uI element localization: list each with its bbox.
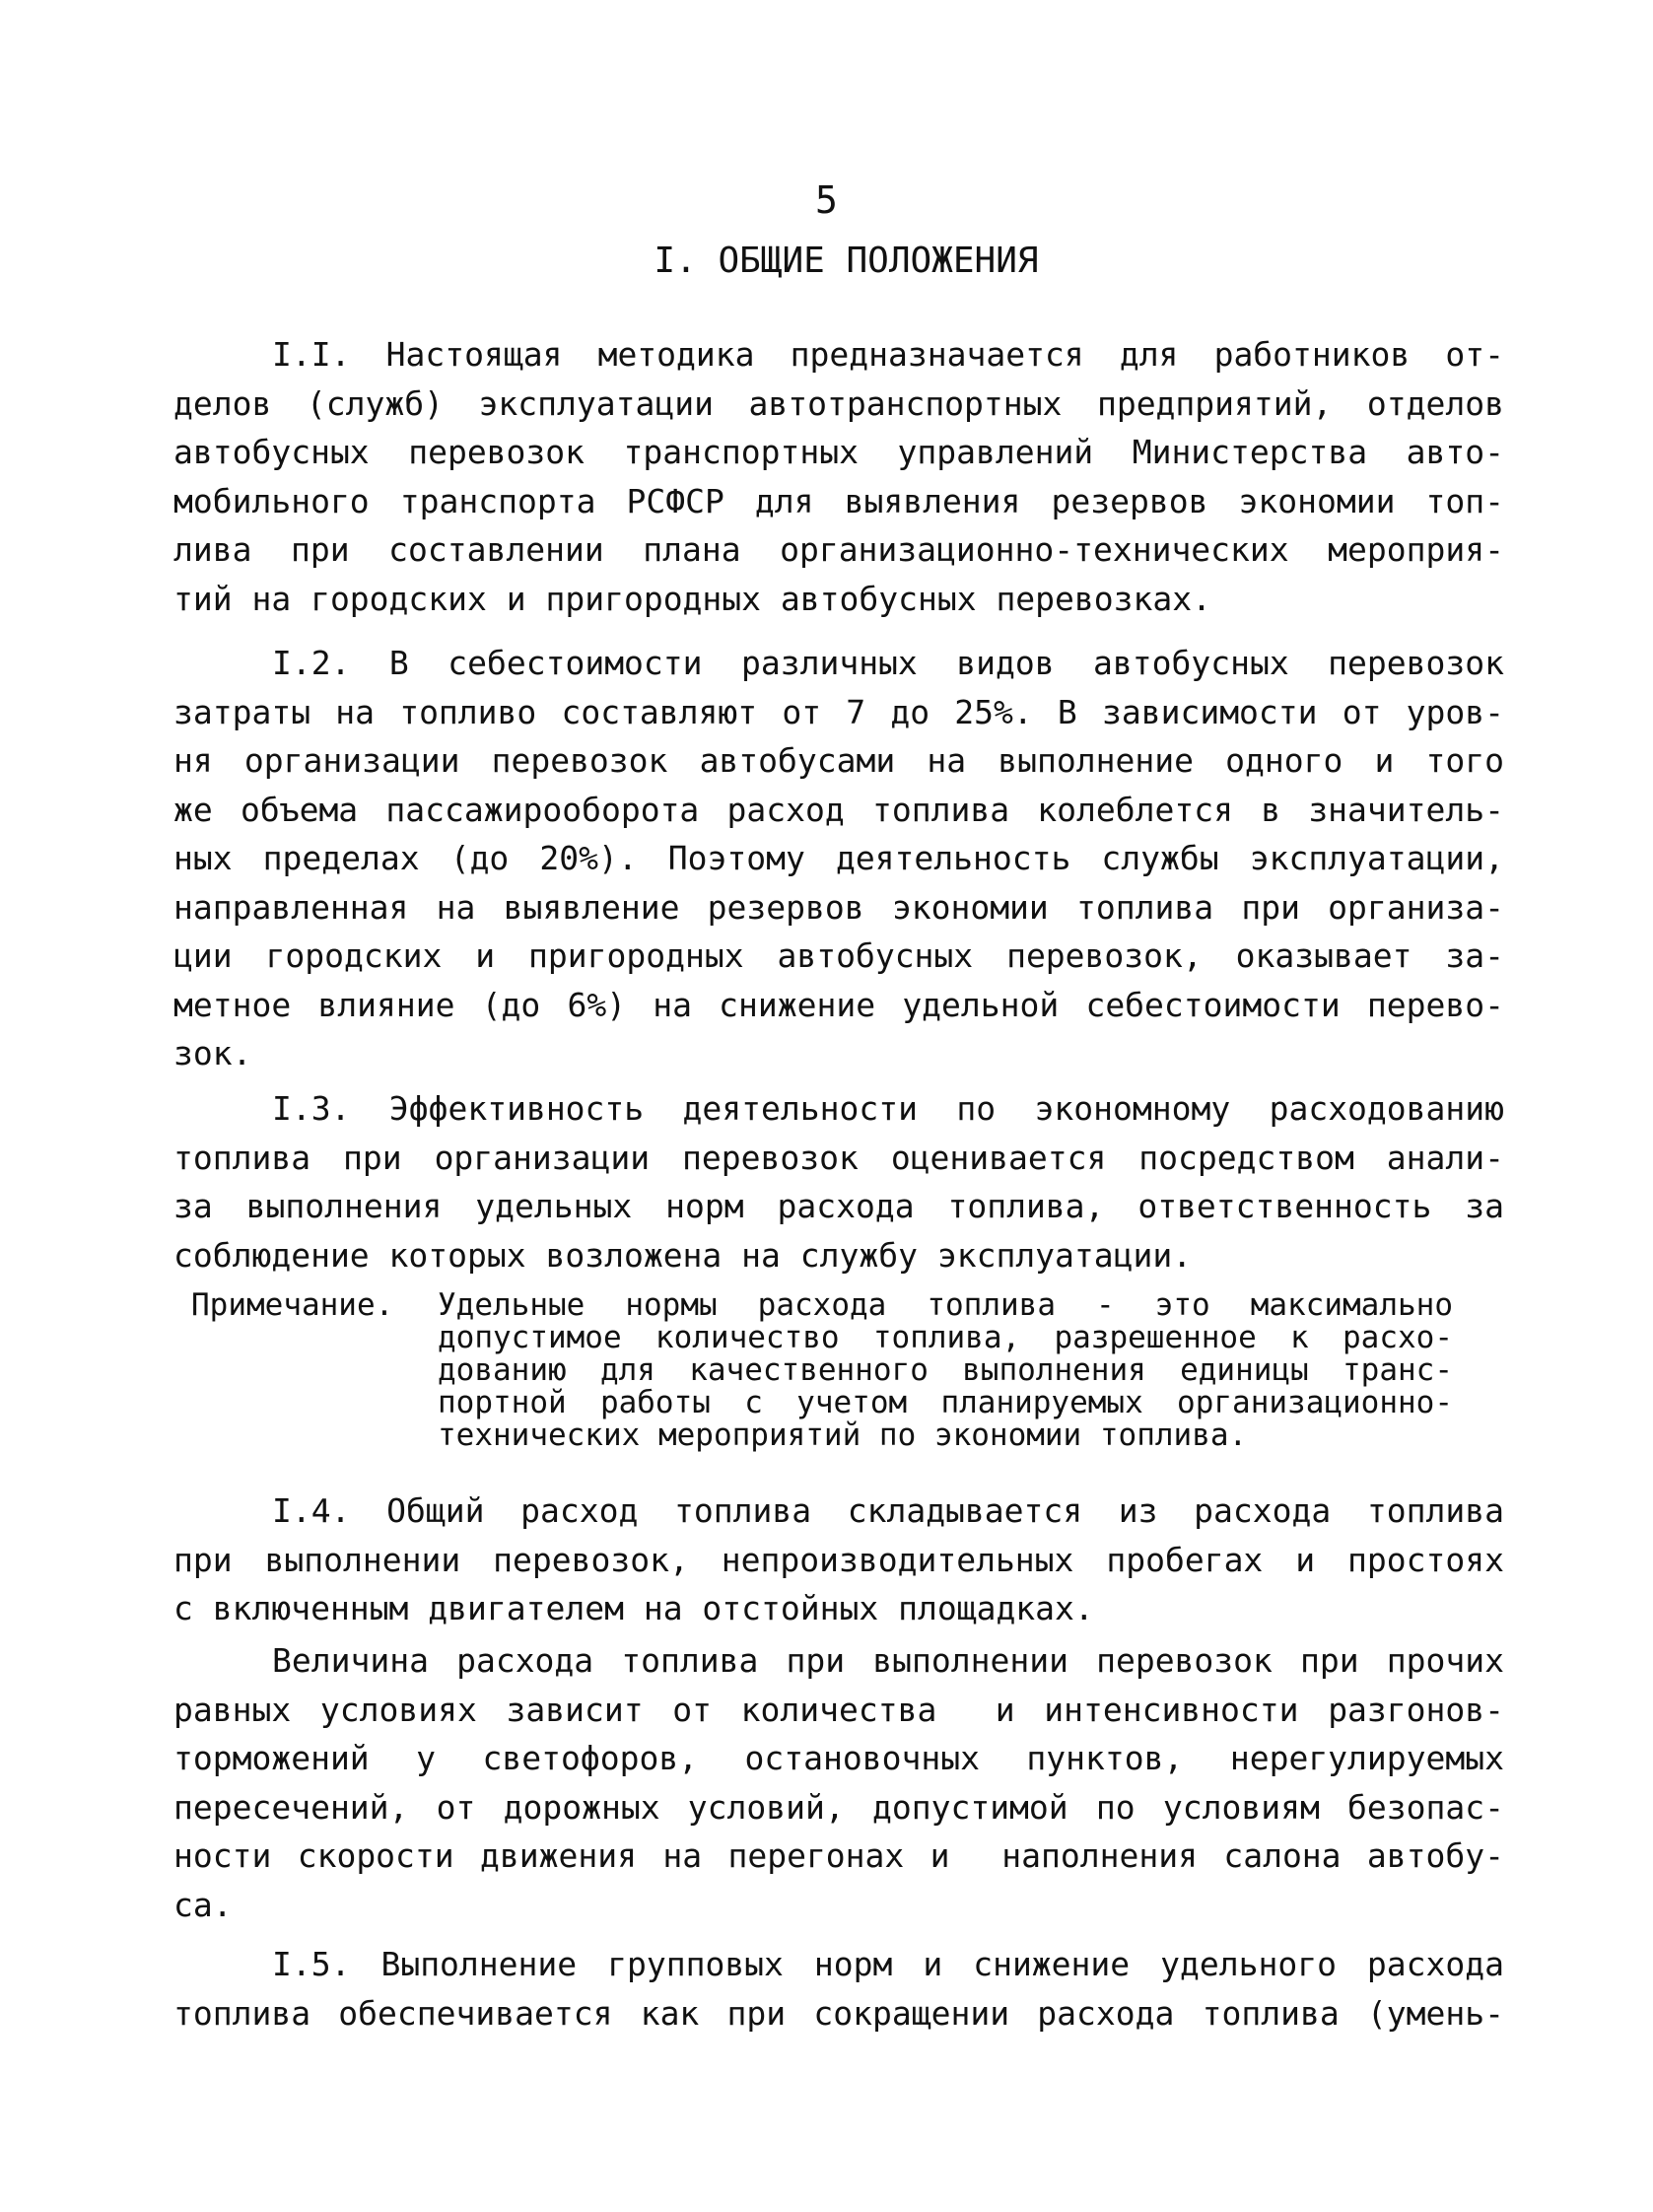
paragraph-line: топлива обеспечивается как при сокращении расхода топлива (умень- bbox=[173, 1993, 1504, 2033]
paragraph-line: автобусных перевозок транспортных управлений Министерства авто- bbox=[173, 433, 1504, 471]
paragraph-line: лива при составлении плана организационно-технических мероприя- bbox=[173, 530, 1504, 569]
paragraph-line: направленная на выявление резервов экономии топлива при организа- bbox=[173, 887, 1504, 927]
paragraph-line: топлива при организации перевозок оценивается посредством анали- bbox=[173, 1138, 1504, 1177]
paragraph-line: за выполнения удельных норм расхода топлива, ответственность за bbox=[173, 1187, 1504, 1225]
note-line: технических мероприятий по экономии топлива. bbox=[438, 1417, 1248, 1453]
note-text bbox=[438, 1289, 1453, 1452]
note-label: Примечание. bbox=[191, 1287, 394, 1323]
note-line: портной работы с учетом планируемых организационно- bbox=[438, 1385, 1453, 1420]
paragraph-line: торможений у светофоров, остановочных пунктов, нерегулируемых bbox=[173, 1739, 1504, 1777]
paragraph-line: с включенным двигателем на отстойных площадках. bbox=[173, 1589, 1094, 1627]
paragraph-1-2 bbox=[173, 639, 1504, 1078]
section-title: I. ОБЩИЕ ПОЛОЖЕНИЯ bbox=[654, 241, 1039, 281]
paragraph-line: I.5. Выполнение групповых норм и снижение удельного расхода bbox=[272, 1945, 1504, 1983]
paragraph-line: I.3. Эффективность деятельности по экономному расходованию bbox=[272, 1089, 1504, 1128]
paragraph-1-1 bbox=[173, 330, 1504, 623]
note-line: дованию для качественного выполнения единицы транс- bbox=[438, 1352, 1453, 1388]
paragraph-line: же объема пассажирооборота расход топлива колеблется в значитель- bbox=[173, 790, 1504, 829]
paragraph-line: пересечений, от дорожных условий, допустимой по условиям безопас- bbox=[173, 1787, 1504, 1827]
paragraph-1-3 bbox=[173, 1084, 1504, 1279]
paragraph-line: тий на городских и пригородных автобусных перевозках. bbox=[173, 579, 1211, 618]
paragraph-line: при выполнении перевозок, непроизводительных пробегах и простоях bbox=[173, 1540, 1504, 1579]
note-line: допустимое количество топлива, разрешенное к расхо- bbox=[438, 1320, 1453, 1355]
paragraph-line: метное влияние (до 6%) на снижение удельной себестоимости перево- bbox=[173, 985, 1504, 1024]
paragraph-line: делов (служб) эксплуатации автотранспортных предприятий, отделов bbox=[173, 383, 1504, 423]
paragraph-1-5 bbox=[173, 1940, 1504, 2038]
paragraph-line: Величина расхода топлива при выполнении перевозок при прочих bbox=[272, 1641, 1504, 1680]
paragraph-line: са. bbox=[173, 1885, 233, 1924]
paragraph-line: затраты на топливо составляют от 7 до 25%. В зависимости от уров- bbox=[173, 692, 1504, 731]
paragraph-1-4 bbox=[173, 1486, 1504, 1633]
paragraph-line: ции городских и пригородных автобусных перевозок, оказывает за- bbox=[173, 936, 1504, 975]
paragraph-line: соблюдение которых возложена на службу эксплуатации. bbox=[173, 1235, 1193, 1275]
paragraph-line: зок. bbox=[173, 1034, 252, 1072]
paragraph-line: равных условиях зависит от количества и интенсивности разгонов- bbox=[173, 1690, 1504, 1729]
note-line: Удельные нормы расхода топлива - это максимально bbox=[438, 1287, 1453, 1323]
paragraph-line: I.4. Общий расход топлива складывается из расхода топлива bbox=[272, 1491, 1504, 1530]
paragraph-line: мобильного транспорта РСФСР для выявления резервов экономии топ- bbox=[173, 481, 1504, 520]
paragraph-line: I.I. Настоящая методика предназначается для работников от- bbox=[272, 335, 1504, 374]
paragraph-line: I.2. В себестоимости различных видов автобусных перевозок bbox=[272, 644, 1504, 682]
paragraph-line: ных пределах (до 20%). Поэтому деятельность службы эксплуатации, bbox=[173, 839, 1504, 877]
paragraph-1-4-continuation bbox=[173, 1636, 1504, 1929]
page-number: 5 bbox=[815, 178, 838, 222]
paragraph-line: ности скорости движения на перегонах и наполнения салона автобу- bbox=[173, 1836, 1504, 1875]
paragraph-line: ня организации перевозок автобусами на выполнение одного и того bbox=[173, 741, 1504, 780]
